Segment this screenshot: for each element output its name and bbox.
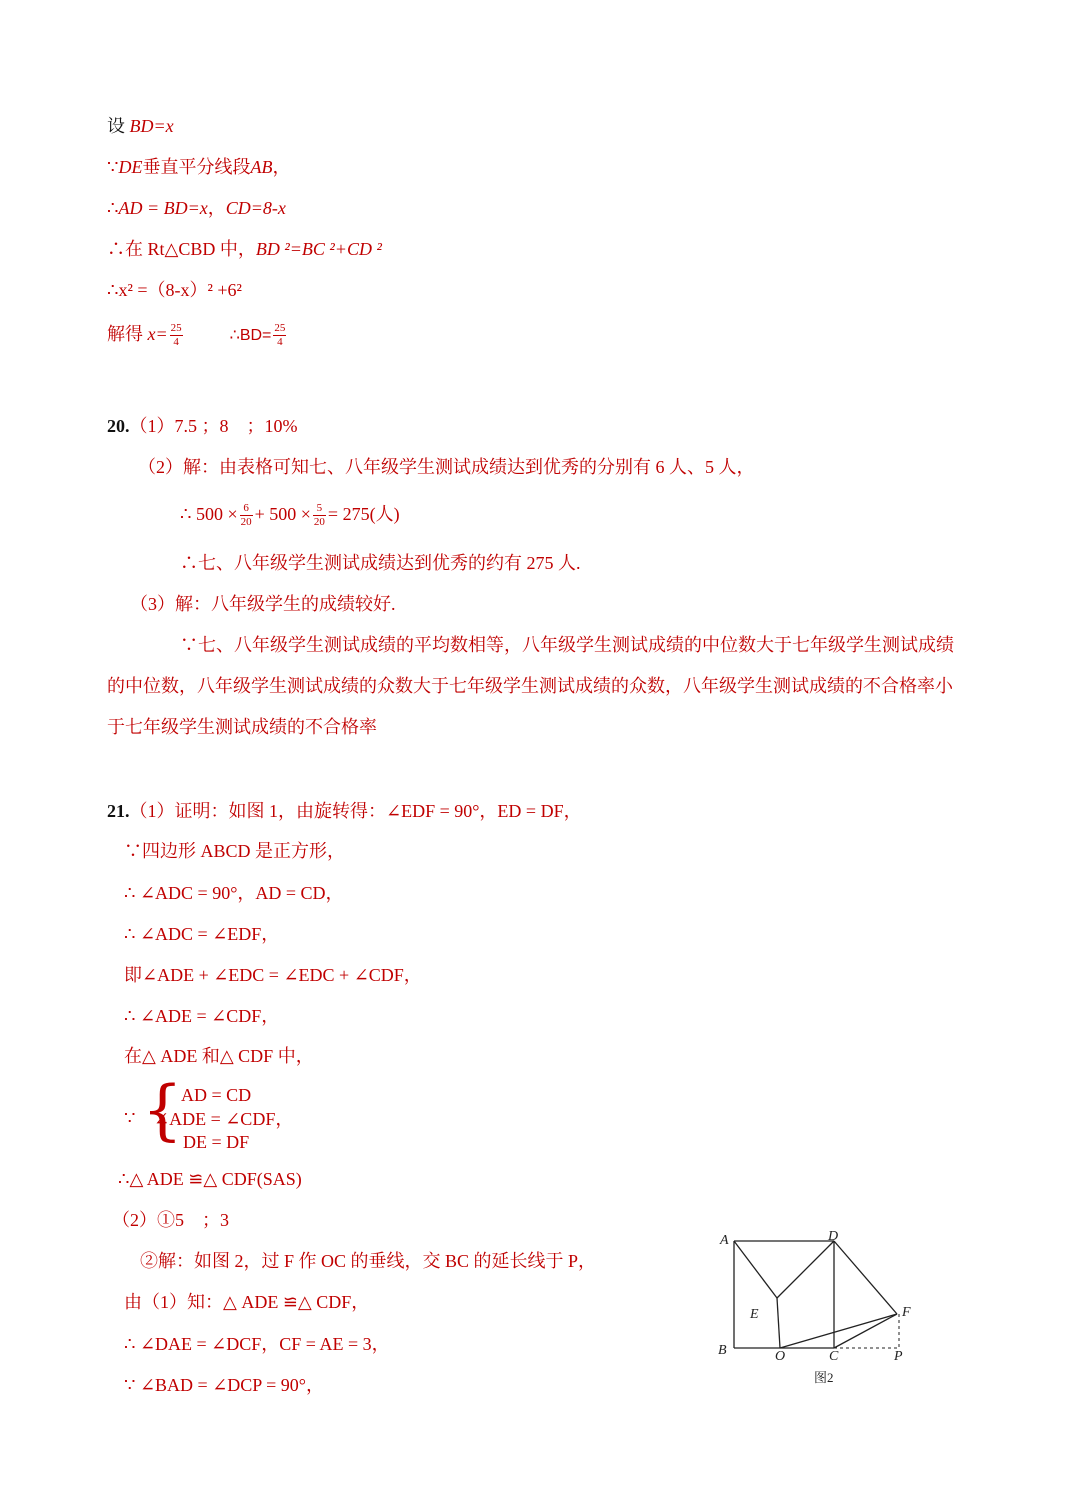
text: 解得 xyxy=(107,324,148,344)
q21-line-9: （2）①5 ；3 xyxy=(112,1210,229,1230)
text: BD=x xyxy=(129,116,174,136)
q21-line-10: ②解：如图 2，过 F 作 OC 的垂线，交 BC 的延长线于 P， xyxy=(140,1251,597,1271)
q20-part-2: （2）解：由表格可知七、八年级学生测试成绩达到优秀的分别有 6 人、5 人， xyxy=(138,457,755,477)
text: （1）7.5 ；8 ；10% xyxy=(129,416,298,436)
figure-caption: 图2 xyxy=(814,1370,834,1385)
segment-eo xyxy=(777,1298,780,1348)
text: 20 xyxy=(313,516,325,529)
text: AD = BD=x xyxy=(118,198,208,218)
fraction xyxy=(240,502,253,529)
text: ∴在 Rt△CBD 中， xyxy=(107,239,256,259)
text: = 275(人) xyxy=(327,504,400,524)
q21-line-13: ∵ ∠BAD = ∠DCP = 90°， xyxy=(124,1375,324,1395)
segment-df xyxy=(834,1241,897,1314)
system-line-2 xyxy=(154,1107,293,1131)
fraction xyxy=(273,322,286,349)
q20-conclusion: ∴七、八年级学生测试成绩达到优秀的约有 275 人. xyxy=(180,553,581,573)
q21-line-7: 在△ ADE 和△ CDF 中， xyxy=(124,1046,314,1066)
text: ∴ xyxy=(107,280,119,300)
text: DE xyxy=(118,157,143,177)
system-line-3: DE = DF xyxy=(183,1132,250,1152)
text: 设 xyxy=(107,116,130,136)
label-p: P xyxy=(894,1349,903,1364)
text: ∴BD= xyxy=(229,327,272,344)
text: 21. xyxy=(107,801,130,821)
q20-part-3: （3）解：八年级学生的成绩较好. xyxy=(130,594,396,614)
fraction xyxy=(313,502,326,529)
label-b: B xyxy=(718,1343,727,1358)
text: ∵ xyxy=(107,157,119,177)
q21-line-12: ∴ ∠DAE = ∠DCF，CF = AE = 3， xyxy=(124,1334,390,1354)
text: + 500 × xyxy=(254,504,311,524)
q21-line-1 xyxy=(107,799,582,823)
fraction xyxy=(170,322,183,349)
segment-of xyxy=(780,1314,897,1348)
q21-line-11: 由（1）知：△ ADE ≌△ CDF， xyxy=(124,1292,370,1312)
label-d: D xyxy=(828,1229,839,1244)
text: 4 xyxy=(277,336,283,349)
label-f: F xyxy=(902,1305,911,1320)
text: 6 xyxy=(240,502,253,516)
label-e: E xyxy=(750,1307,759,1322)
text: ， xyxy=(272,157,291,177)
text: x² =（8-x）² +6² xyxy=(118,280,242,300)
text: ∠ADE = ∠CDF xyxy=(154,1109,276,1129)
label-a: A xyxy=(720,1233,729,1248)
text: （1）证明：如图 1，由旋转得：∠EDF = 90°，ED = DF， xyxy=(129,801,582,821)
text: 20. xyxy=(107,416,130,436)
text: 垂直平分线段 xyxy=(142,157,251,177)
text: ∴ xyxy=(107,198,119,218)
text: x= xyxy=(147,324,168,344)
q21-line-5: 即∠ADE + ∠EDC = ∠EDC + ∠CDF， xyxy=(124,965,422,985)
segment-ae xyxy=(734,1241,777,1298)
q20-reason-1: ∵七、八年级学生测试成绩的平均数相等，八年级学生测试成绩的中位数大于七年级学生测试成绩 xyxy=(180,635,954,655)
q21-line-6: ∴ ∠ADE = ∠CDF， xyxy=(124,1006,280,1026)
text: 25 xyxy=(170,322,182,335)
q19-line-4 xyxy=(107,237,382,261)
segment-cf xyxy=(834,1314,897,1348)
q20-reason-2: 的中位数，八年级学生测试成绩的众数大于七年级学生测试成绩的众数，八年级学生测试成绩的不合格率小 xyxy=(107,676,953,696)
text: BD ²=BC ²+CD ² xyxy=(255,239,382,259)
q19-line-1 xyxy=(107,114,174,138)
text: ， xyxy=(207,198,226,218)
q19-line-6 xyxy=(107,322,288,349)
q21-line-2: ∵四边形 ABCD 是正方形， xyxy=(124,841,346,861)
text: 4 xyxy=(173,336,179,349)
q20-part-1 xyxy=(107,414,298,438)
because-symbol: ∵ xyxy=(124,1108,136,1128)
q21-line-8: ∴△ ADE ≌△ CDF(SAS) xyxy=(118,1169,302,1189)
text: 20 xyxy=(240,516,252,529)
q20-calc xyxy=(180,502,400,529)
q19-line-5 xyxy=(107,278,242,302)
system-line-1: AD = CD xyxy=(181,1085,252,1105)
q19-line-3 xyxy=(107,196,286,220)
q21-line-4: ∴ ∠ADC = ∠EDF， xyxy=(124,924,280,944)
text: ， xyxy=(275,1109,294,1129)
q20-reason-3: 于七年级学生测试成绩的不合格率 xyxy=(107,717,377,737)
text: 5 xyxy=(313,502,326,516)
text: ∴ 500 × xyxy=(180,504,238,524)
text: AB xyxy=(250,157,273,177)
left-brace: { xyxy=(142,1073,183,1149)
segment-ed xyxy=(777,1241,834,1298)
text: 25 xyxy=(274,322,286,335)
label-o: O xyxy=(775,1349,786,1364)
figure-2-diagram xyxy=(712,1228,932,1398)
label-c: C xyxy=(829,1349,839,1364)
q21-line-3: ∴ ∠ADC = 90°，AD = CD， xyxy=(124,883,344,903)
q19-line-2 xyxy=(107,155,290,179)
text: CD=8-x xyxy=(225,198,286,218)
